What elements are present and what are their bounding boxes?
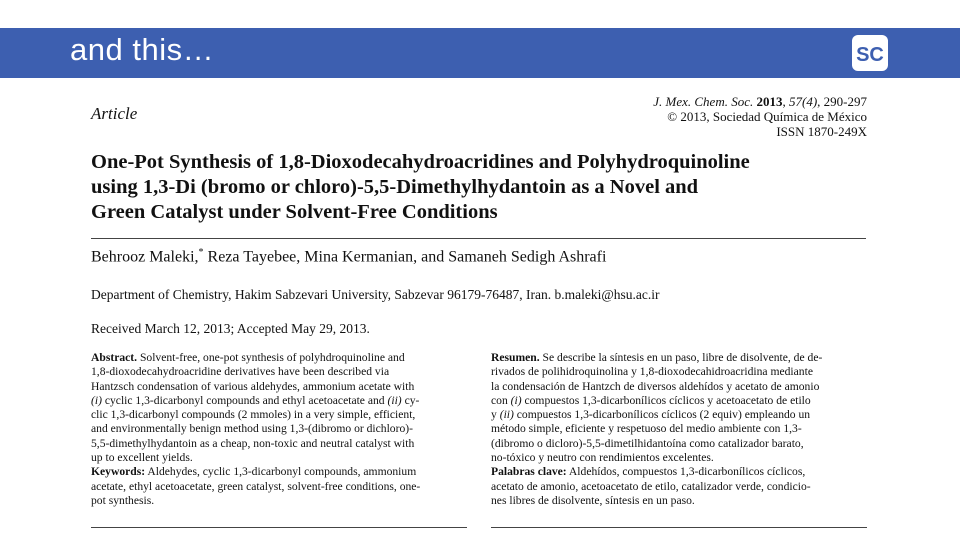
article-type: Article [91,104,138,123]
corresponding-mark: * [198,247,204,258]
abstract-left-divider [91,527,467,528]
affiliation: Department of Chemistry, Hakim Sabzevari University, Sabzevar 96179-76487, Iran. b.maleki@hsu.ac.ir [91,287,660,302]
title-line: One-Pot Synthesis of 1,8-Dioxodecahydroacridines and Polyhydroquinoline [91,151,750,173]
palabras-clave-heading: Palabras clave: [491,465,567,479]
journal-info [653,94,867,139]
paper-title [91,150,881,225]
title-divider [91,238,866,239]
abstract-right-divider [491,527,867,528]
resumen-heading: Resumen. [491,351,540,364]
logo-text: SC [856,44,884,66]
citation-line: J. Mex. Chem. Soc. 2013, 57(4), 290-297 [653,94,867,109]
abstract-heading: Abstract. [91,351,138,364]
slide-banner [0,28,960,78]
keywords-heading: Keywords: [91,465,146,479]
issn: ISSN 1870-249X [776,124,867,139]
citation-journal: J. Mex. Chem. Soc. [653,94,754,109]
sc-logo-icon [852,35,888,71]
slide-title: and this… [70,32,215,67]
copyright: © 2013, Sociedad Química de México [667,109,867,124]
citation-year: 2013 [756,94,783,109]
other-authors: Reza Tayebee, Mina Kermanian, and Samaneh Sedigh Ashrafi [203,248,607,266]
keywords: Keywords: Aldehydes, cyclic 1,3-dicarbonyl compounds, ammonium [91,465,417,479]
first-author: Behrooz Maleki, [91,248,199,266]
palabras-clave: Palabras clave: Aldehídos, compuestos 1,3-dicarbonílicos cíclicos, [491,465,806,479]
abstract-english: Abstract. Solvent-free, one-pot synthesis of polyhdroquinoline and 1,8-dioxodecahydroacridine derivatives have been described via Hantzsch condensation of various aldehydes, ammonium acetate with (i) cyclic 1,3-dicarbonyl compounds and ethyl acetoacetate and (ii) cy- clic 1,3-dicarbonyl compounds (2 mmoles) in a very simple, efficient, and environmentally benign method using 1,3-(dibromo or dichloro)- 5,5-dimethylhydantoin as a cheap, non-toxic and neutral catalyst with up to excellent yields. Keywords: Aldehydes, cyclic 1,3-dicarbonyl compounds, ammonium acetate, ethyl acetoacetate, green catalyst, solvent-free conditions, one- pot synthesis. [91,351,469,508]
abstract-spanish: Resumen. Se describe la síntesis en un paso, libre de disolvente, de de- rivados de polihidroquinolina y 1,8-dioxodecahidroacridina mediante la condensación de Hantzch de diversos aldehídos y acetato de amonio con (i) compuestos 1,3-dicarbonílicos cíclicos y acetoacetato de etilo y (ii) compuestos 1,3-dicarbonílicos cíclicos (2 equiv) empleando un método simple, eficiente y respetuoso del medio ambiente con 1,3- (dibromo o dicloro)-5,5-dimetilhidantoína como catalizador barato, no-tóxico y neutro con rendimientos excelentes. Palabras clave: Aldehídos, compuestos 1,3-dicarbonílicos cíclicos, acetato de amonio, acetoacetato de etilo, catalizador verde, condicio- nes libres de disolvente, síntesis en un paso. [491,351,869,508]
authors [91,247,606,266]
received-accepted-dates: Received March 12, 2013; Accepted May 29, 2013. [91,321,370,336]
title-line: using 1,3-Di (bromo or chloro)-5,5-Dimethylhydantoin as a Novel and [91,176,699,198]
citation-pages: 290-297 [823,94,867,109]
title-line: Green Catalyst under Solvent-Free Conditions [91,201,498,223]
citation-volume: 57(4) [788,94,818,109]
